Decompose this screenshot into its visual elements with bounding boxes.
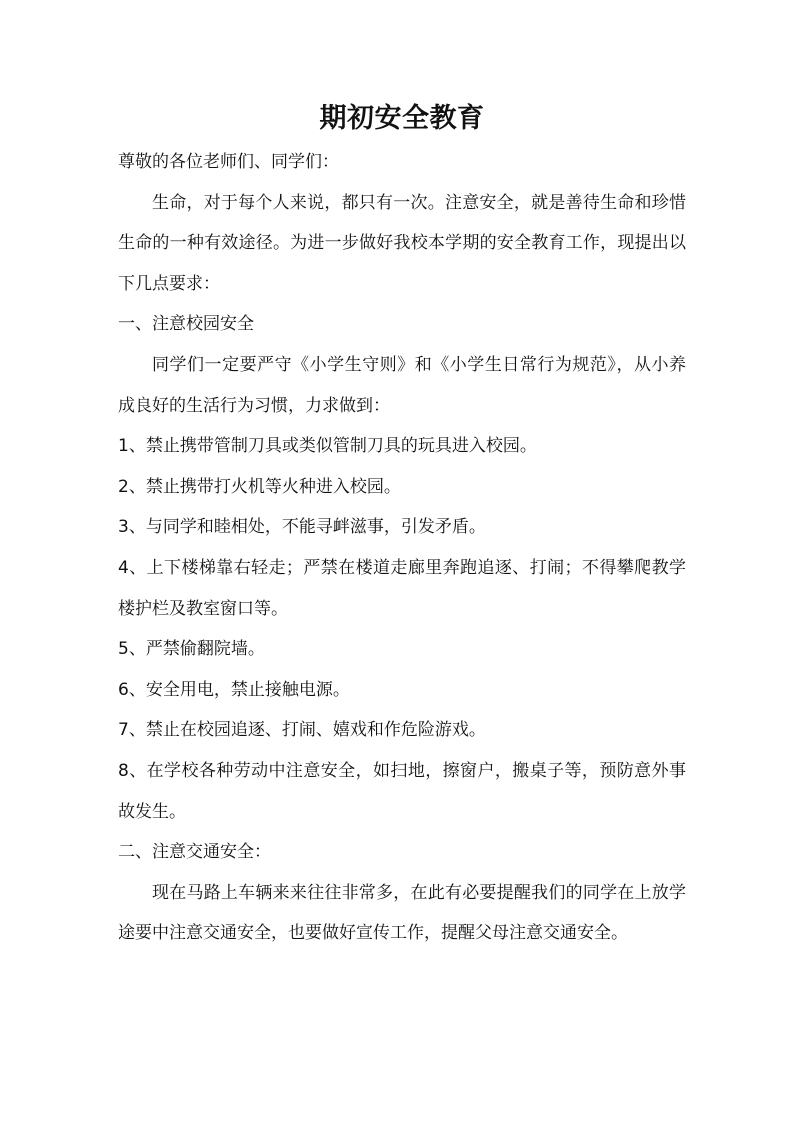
rule-item-2: 2、禁止携带打火机等火种进入校园。 — [118, 476, 401, 497]
rule-item-3: 3、与同学和睦相处，不能寻衅滋事，引发矛盾。 — [118, 517, 486, 538]
intro-paragraph: 生命，对于每个人来说，都只有一次。注意安全，就是善待生命和珍惜生命的一种有效途径。为进一步做好我校本学期的安全教育工作，现提出以下几点要求： — [118, 192, 686, 294]
rule-item-6: 6、安全用电，禁止接触电源。 — [118, 679, 350, 700]
campus-safety-lead: 同学们一定要严守《小学生守则》和《小学生日常行为规范》，从小养成良好的生活行为习惯，力求做到： — [118, 354, 686, 416]
rule-item-4: 4、上下楼梯靠右轻走；严禁在楼道走廊里奔跑追逐、打闹；不得攀爬教学楼护栏及教室窗口等。 — [118, 557, 686, 619]
salutation: 尊敬的各位老师们、同学们： — [118, 152, 339, 172]
document-title: 期初安全教育 — [319, 103, 485, 134]
section-heading-campus-safety: 一、注意校园安全 — [118, 314, 254, 335]
document-page — [118, 98, 686, 954]
traffic-safety-paragraph: 现在马路上车辆来来往往非常多，在此有必要提醒我们的同学在上放学途要中注意交通安全，也要做好宣传工作，提醒父母注意交通安全。 — [118, 882, 686, 944]
section-heading-traffic-safety: 二、注意交通安全： — [118, 842, 271, 863]
rule-item-5: 5、严禁偷翻院墙。 — [118, 639, 265, 660]
rule-item-1: 1、禁止携带管制刀具或类似管制刀具的玩具进入校园。 — [118, 436, 537, 457]
rule-item-8: 8、在学校各种劳动中注意安全，如扫地，擦窗户，搬桌子等，预防意外事故发生。 — [118, 760, 686, 822]
rule-item-7: 7、禁止在校园追逐、打闹、嬉戏和作危险游戏。 — [118, 720, 486, 741]
